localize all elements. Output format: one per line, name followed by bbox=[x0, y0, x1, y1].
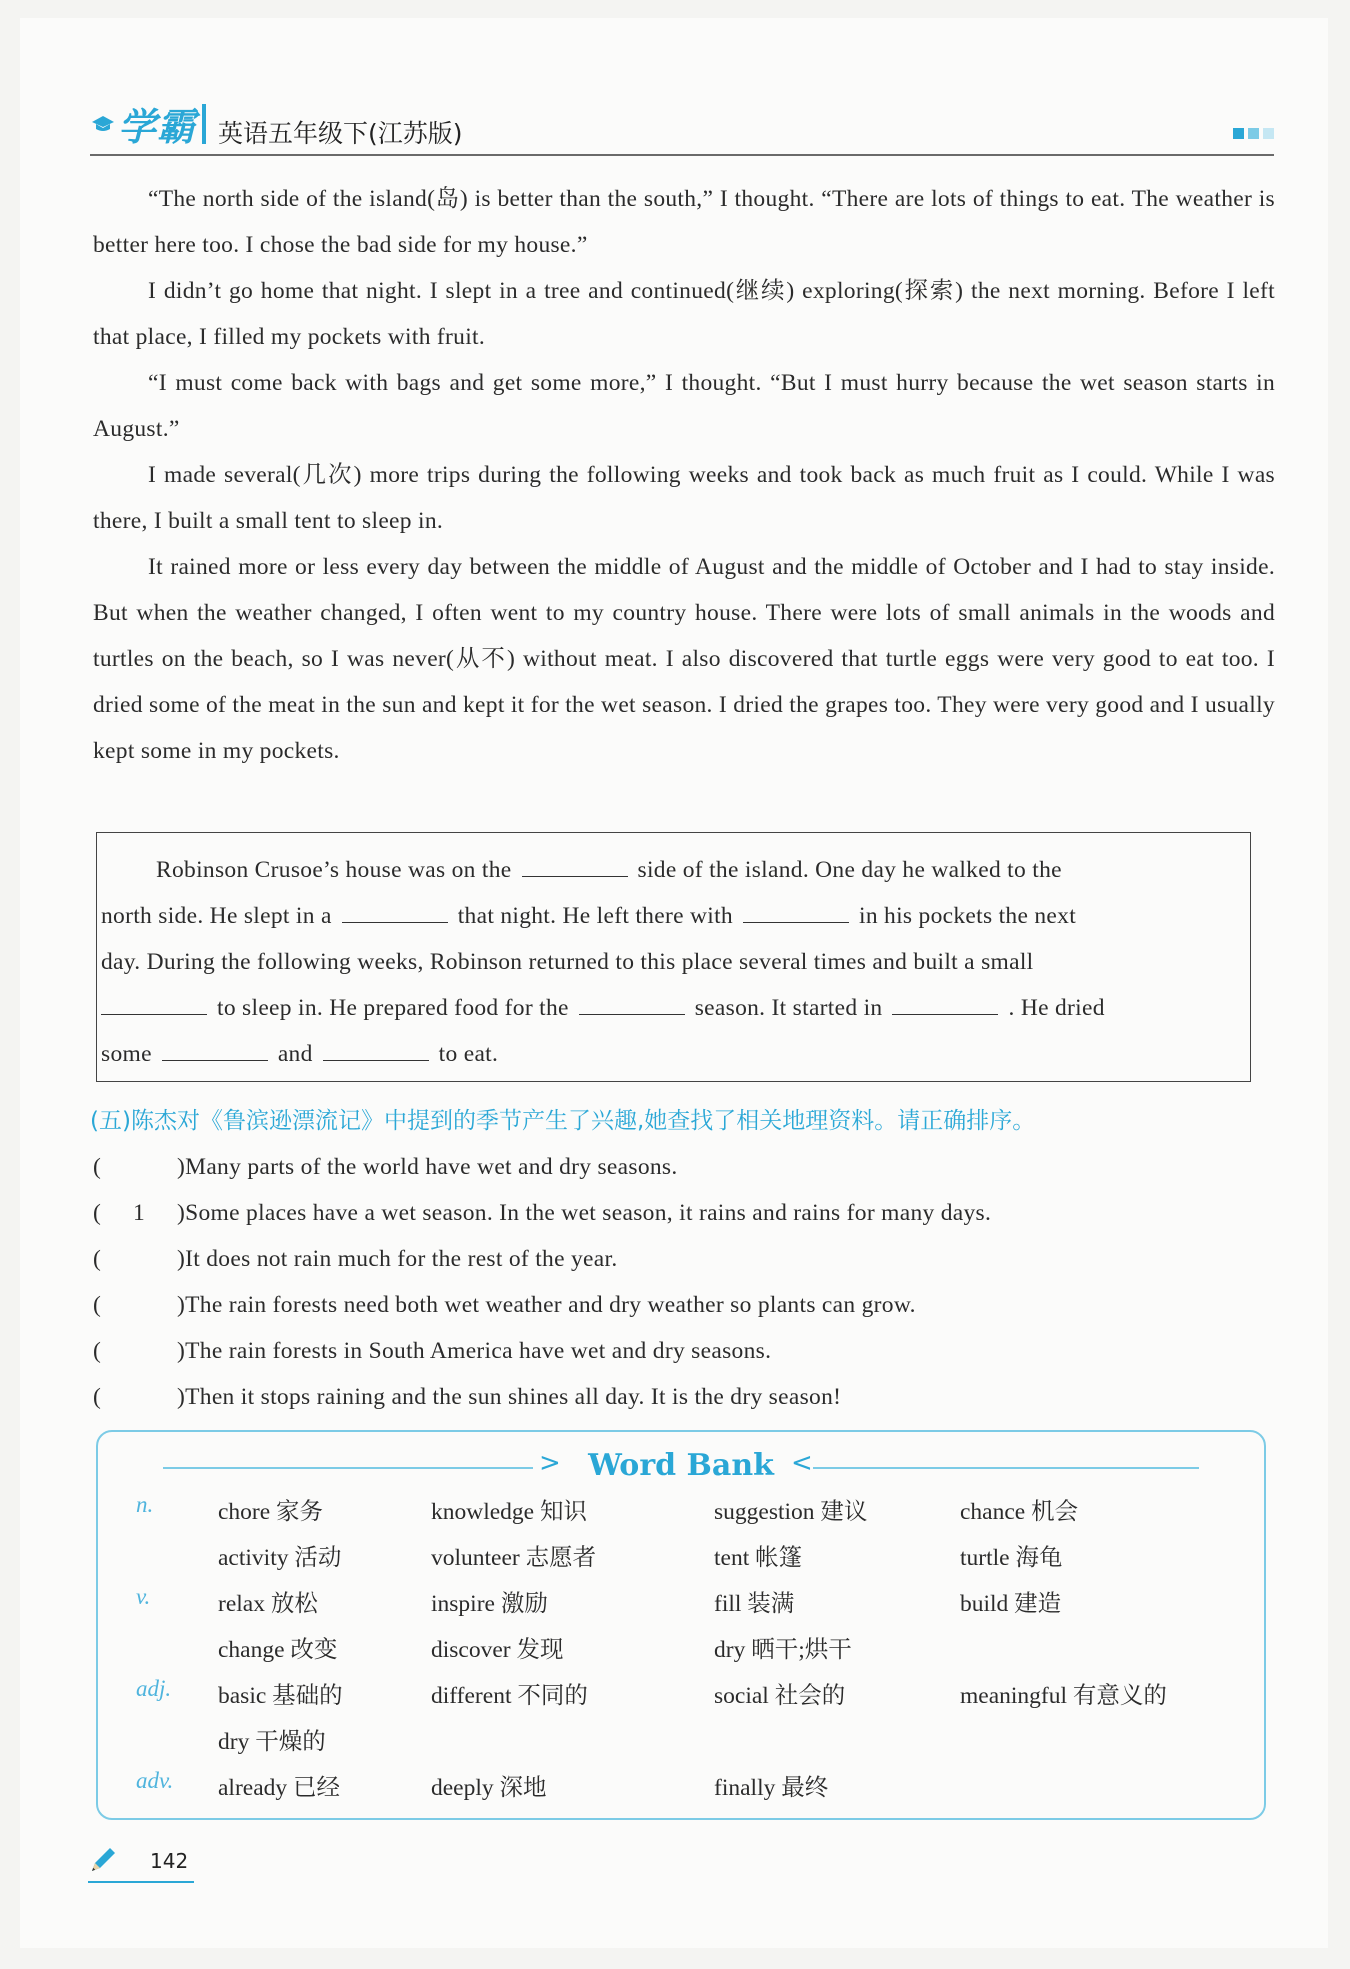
word-row bbox=[98, 1584, 1264, 1630]
ordering-item bbox=[93, 1236, 1273, 1282]
open-paren: ( bbox=[93, 1338, 102, 1364]
logo bbox=[90, 96, 206, 151]
reading-passage bbox=[93, 176, 1275, 774]
part-of-speech-label: adv. bbox=[136, 1768, 174, 1793]
section-heading: (五)陈杰对《鲁滨逊漂流记》中提到的季节产生了兴趣,她查找了相关地理资料。请正确排序。 bbox=[90, 1108, 1036, 1134]
ordering-item bbox=[93, 1190, 1273, 1236]
ordering-sentence: )Many parts of the world have wet and dry seasons. bbox=[177, 1154, 678, 1180]
logo-divider bbox=[202, 104, 206, 144]
answer-blank[interactable] bbox=[101, 988, 207, 1015]
graduation-cap-icon bbox=[90, 114, 116, 134]
open-paren: ( bbox=[93, 1246, 102, 1272]
ordering-item bbox=[93, 1282, 1273, 1328]
word-entry: meaningful 有意义的 bbox=[960, 1683, 1167, 1709]
summary-text: some bbox=[101, 1041, 152, 1067]
ordering-sentence: )Some places have a wet season. In the wet season, it rains and rains for many days. bbox=[177, 1200, 992, 1226]
ordering-item bbox=[93, 1328, 1273, 1374]
word-entry: already 已经 bbox=[218, 1775, 341, 1801]
word-entry: knowledge 知识 bbox=[431, 1499, 587, 1525]
word-entry: build 建造 bbox=[960, 1591, 1062, 1617]
word-row bbox=[98, 1768, 1264, 1814]
word-entry: dry 干燥的 bbox=[218, 1729, 326, 1755]
word-row bbox=[98, 1538, 1264, 1584]
word-entry: tent 帐篷 bbox=[714, 1545, 803, 1571]
answer-blank[interactable] bbox=[743, 896, 849, 923]
passage-paragraph: It rained more or less every day between the middle of August and the middle of October and I had to stay inside. But when the weather changed, I often went to my country house. There were lots of small animals in the woods and turtles on the beach, so I was never(从不) without meat. I also discovered that turtle eggs were very good to eat too. I dried some of the meat in the sun and kept it for the wet season. I dried the grapes too. They were very good and I usually kept some in my pockets. bbox=[93, 554, 1275, 764]
answer-blank[interactable] bbox=[579, 988, 685, 1015]
summary-text: and bbox=[277, 1041, 313, 1067]
open-paren: ( bbox=[93, 1200, 102, 1226]
summary-text: day. During the following weeks, Robinson returned to this place several times and built a small bbox=[101, 949, 1034, 975]
word-entry: inspire 激励 bbox=[431, 1591, 548, 1617]
word-entry: dry 晒干;烘干 bbox=[714, 1637, 852, 1663]
word-entry: relax 放松 bbox=[218, 1591, 318, 1617]
open-paren: ( bbox=[93, 1292, 102, 1318]
word-entry: turtle 海龟 bbox=[960, 1545, 1063, 1571]
word-row bbox=[98, 1630, 1264, 1676]
ordering-sentence: )Then it stops raining and the sun shines all day. It is the dry season! bbox=[177, 1384, 842, 1410]
page-number: 142 bbox=[150, 1849, 189, 1873]
ordering-item bbox=[93, 1144, 1273, 1190]
answer-blank[interactable] bbox=[323, 1034, 429, 1061]
word-entry: volunteer 志愿者 bbox=[431, 1545, 597, 1571]
word-bank bbox=[96, 1430, 1266, 1820]
answer-blank[interactable] bbox=[342, 896, 448, 923]
word-entry: activity 活动 bbox=[218, 1545, 342, 1571]
word-entry: different 不同的 bbox=[431, 1683, 588, 1709]
order-answer[interactable] bbox=[101, 1282, 177, 1328]
passage-paragraph: I didn’t go home that night. I slept in a tree and continued(继续) exploring(探索) the next morning. Before I left that place, I filled my pockets with fruit. bbox=[93, 278, 1275, 350]
part-of-speech-label: adj. bbox=[136, 1676, 172, 1701]
page-header bbox=[90, 92, 1274, 156]
summary-text: Robinson Crusoe’s house was on the bbox=[156, 857, 512, 883]
ordering-sentence: )The rain forests need both wet weather and dry weather so plants can grow. bbox=[177, 1292, 916, 1318]
word-entry: discover 发现 bbox=[431, 1637, 564, 1663]
header-decoration bbox=[1233, 128, 1274, 139]
passage-paragraph: “The north side of the island(岛) is better than the south,” I thought. “There are lots of things to eat. The weather is better here too. I chose the bad side for my house.” bbox=[93, 186, 1275, 258]
arrow-left-icon: < bbox=[791, 1448, 813, 1478]
order-answer[interactable] bbox=[101, 1144, 177, 1190]
word-bank-title: Word Bank bbox=[588, 1448, 774, 1483]
order-answer[interactable] bbox=[101, 1236, 177, 1282]
word-entry: fill 装满 bbox=[714, 1591, 795, 1617]
word-entry: chore 家务 bbox=[218, 1499, 324, 1525]
word-entry: social 社会的 bbox=[714, 1683, 846, 1709]
answer-blank[interactable] bbox=[522, 850, 628, 877]
ordering-sentence: )It does not rain much for the rest of the year. bbox=[177, 1246, 618, 1272]
order-answer[interactable]: 1 bbox=[133, 1200, 146, 1226]
title-rule-right bbox=[813, 1467, 1199, 1469]
header-rule bbox=[90, 154, 1274, 156]
summary-text: to eat. bbox=[438, 1041, 499, 1067]
passage-paragraph: I made several(几次) more trips during the following weeks and took back as much fruit as I could. While I was there, I built a small tent to sleep in. bbox=[93, 462, 1275, 534]
word-entry: deeply 深地 bbox=[431, 1775, 547, 1801]
summary-text: that night. He left there with bbox=[457, 903, 733, 929]
word-bank-title-row bbox=[163, 1448, 1199, 1483]
summary-text: side of the island. One day he walked to the bbox=[637, 857, 1062, 883]
word-row bbox=[98, 1722, 1264, 1768]
pencil-icon bbox=[88, 1845, 118, 1875]
arrow-right-icon: > bbox=[539, 1448, 561, 1478]
part-of-speech-label: n. bbox=[136, 1492, 154, 1517]
word-entry: basic 基础的 bbox=[218, 1683, 343, 1709]
order-answer[interactable] bbox=[101, 1374, 177, 1420]
answer-blank[interactable] bbox=[892, 988, 998, 1015]
summary-text: north side. He slept in a bbox=[101, 903, 332, 929]
order-answer[interactable] bbox=[101, 1328, 177, 1374]
word-entry: suggestion 建议 bbox=[714, 1499, 868, 1525]
word-entry: change 改变 bbox=[218, 1637, 338, 1663]
answer-blank[interactable] bbox=[162, 1034, 268, 1061]
summary-text: in his pockets the next bbox=[858, 903, 1077, 929]
passage-paragraph: “I must come back with bags and get some more,” I thought. “But I must hurry because the wet season starts in August.” bbox=[93, 370, 1275, 442]
part-of-speech-label: v. bbox=[136, 1584, 151, 1609]
summary-text: . He dried bbox=[1008, 995, 1105, 1021]
summary-text: season. It started in bbox=[694, 995, 883, 1021]
footer-rule bbox=[88, 1881, 194, 1883]
summary-cloze-box bbox=[96, 832, 1251, 1082]
open-paren: ( bbox=[93, 1384, 102, 1410]
summary-text: to sleep in. He prepared food for the bbox=[217, 995, 569, 1021]
ordering-item bbox=[93, 1374, 1273, 1420]
open-paren: ( bbox=[93, 1154, 102, 1180]
book-title: 英语五年级下(江苏版) bbox=[218, 119, 463, 148]
ordering-exercise bbox=[93, 1144, 1273, 1420]
ordering-sentence: )The rain forests in South America have wet and dry seasons. bbox=[177, 1338, 772, 1364]
word-row bbox=[98, 1676, 1264, 1722]
word-entry: finally 最终 bbox=[714, 1775, 829, 1801]
word-entry: chance 机会 bbox=[960, 1499, 1079, 1525]
word-row bbox=[98, 1492, 1264, 1538]
logo-text: 学霸 bbox=[118, 105, 197, 149]
